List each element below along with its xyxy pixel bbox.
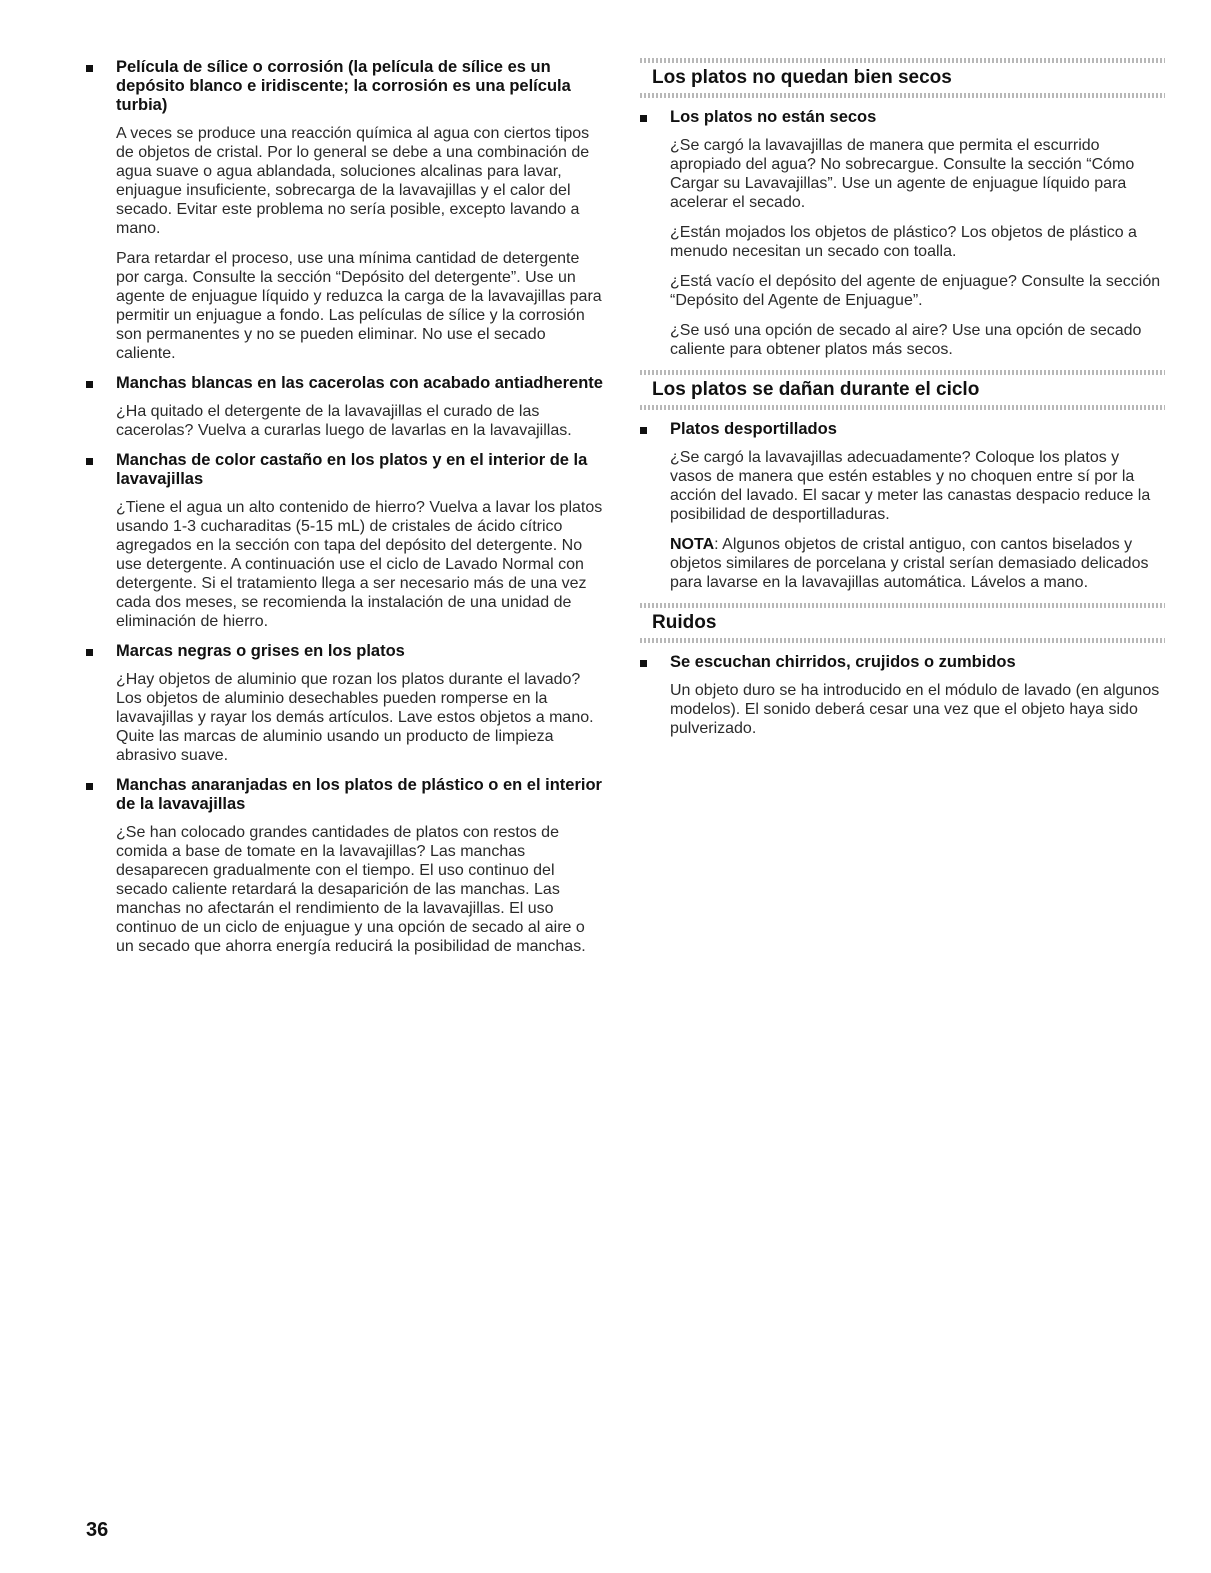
note-text: : Algunos objetos de cristal antiguo, con cantos biselados y objetos similares de porcelana y cristal serían demasiado delicados para lavarse en la lavavajillas automática. Lávelos a mano.: [670, 536, 1149, 591]
right-column: [640, 58, 1165, 749]
section-noises: [640, 603, 1165, 738]
troubleshoot-item-brown-stains: [86, 451, 606, 631]
item-title: Película de sílice o corrosión (la película de sílice es un depósito blanco e iridiscente; la corrosión es una película turbia): [116, 58, 571, 114]
section-heading: Los platos se dañan durante el ciclo: [652, 379, 980, 400]
note-label: NOTA: [670, 536, 715, 553]
troubleshoot-item-dishes-not-dry: [640, 108, 1165, 359]
section-heading: Ruidos: [652, 612, 717, 633]
item-title: Manchas blancas en las cacerolas con acabado antiadherente: [116, 374, 603, 392]
item-paragraph: ¿Hay objetos de aluminio que rozan los platos durante el lavado? Los objetos de aluminio desechables pueden romperse en la lavavajillas y rayar los demás artículos. Lave estos objetos a mano. Quite las marcas de aluminio usando un producto de limpieza abrasivo suave.: [116, 671, 594, 764]
item-paragraph: A veces se produce una reacción química al agua con ciertos tipos de objetos de cristal. Por lo general se debe a una combinación de agua suave o agua ablandada, soluciones alcalinas para lavar, enjuague insuficiente, sobrecarga de la lavavajillas y el calor del secado. Evitar este problema no sería posible, excepto lavando a mano.: [116, 125, 590, 237]
item-paragraph: ¿Están mojados los objetos de plástico? Los objetos de plástico a menudo necesitan un secado con toalla.: [670, 224, 1137, 260]
troubleshoot-item-chipped-dishes: [640, 420, 1165, 592]
square-bullet-icon: [86, 381, 93, 388]
troubleshoot-item-orange-stains: [86, 776, 606, 956]
item-paragraph: ¿Se han colocado grandes cantidades de platos con restos de comida a base de tomate en la lavavajillas? Las manchas desaparecen gradualmente con el tiempo. El uso continuo del secado caliente retardará la desaparición de las manchas. Las manchas no afectarán el rendimiento de la lavavajillas. El uso continuo de un ciclo de enjuague y una opción de secado al aire o un secado que ahorra energía reducirá la posibilidad de manchas.: [116, 824, 586, 955]
section-rule-bottom: [640, 405, 1165, 410]
item-title: Marcas negras o grises en los platos: [116, 642, 405, 660]
square-bullet-icon: [640, 115, 647, 122]
troubleshoot-item-black-marks: [86, 642, 606, 765]
section-rule-top: [640, 370, 1165, 375]
square-bullet-icon: [640, 660, 647, 667]
page-number: 36: [86, 1519, 109, 1541]
section-not-dry: [640, 58, 1165, 359]
item-paragraph: Un objeto duro se ha introducido en el módulo de lavado (en algunos modelos). El sonido deberá cesar una vez que el objeto haya sido pulverizado.: [670, 682, 1160, 737]
section-rule-top: [640, 603, 1165, 608]
item-title: Platos desportillados: [670, 420, 837, 438]
left-column: [86, 58, 606, 967]
item-title: Manchas de color castaño en los platos y en el interior de la lavavajillas: [116, 451, 588, 488]
item-paragraph: ¿Se usó una opción de secado al aire? Use una opción de secado caliente para obtener platos más secos.: [670, 322, 1142, 358]
square-bullet-icon: [86, 649, 93, 656]
troubleshoot-item-noises: [640, 653, 1165, 738]
note-paragraph: [670, 535, 1165, 592]
troubleshoot-item-white-spots: [86, 374, 606, 440]
item-title: Se escuchan chirridos, crujidos o zumbidos: [670, 653, 1016, 671]
section-rule-top: [640, 58, 1165, 63]
item-paragraph: ¿Ha quitado el detergente de la lavavajillas el curado de las cacerolas? Vuelva a curarlas luego de lavarlas en la lavavajillas.: [116, 403, 572, 439]
item-paragraph: ¿Se cargó la lavavajillas adecuadamente? Coloque los platos y vasos de manera que estén estables y no choquen entre sí por la acción del lavado. El sacar y meter las canastas despacio reduce la posibilidad de desportilladuras.: [670, 449, 1151, 523]
square-bullet-icon: [640, 427, 647, 434]
section-rule-bottom: [640, 638, 1165, 643]
item-paragraph: ¿Tiene el agua un alto contenido de hierro? Vuelva a lavar los platos usando 1-3 cucharaditas (5-15 mL) de cristales de ácido cítrico agregados en la sección con tapa del depósito del detergente. No use detergente. A continuación use el ciclo de Lavado Normal con detergente. Si el tratamiento llega a ser necesario más de una vez cada dos meses, se recomienda la instalación de una unidad de eliminación de hierro.: [116, 499, 603, 630]
section-damaged: [640, 370, 1165, 592]
item-paragraph: ¿Se cargó la lavavajillas de manera que permita el escurrido apropiado del agua? No sobrecargue. Consulte la sección “Cómo Cargar su Lavavajillas”. Use un agente de enjuague líquido para acelerar el secado.: [670, 137, 1135, 211]
item-title: Manchas anaranjadas en los platos de plástico o en el interior de la lavavajillas: [116, 776, 602, 813]
section-rule-bottom: [640, 93, 1165, 98]
square-bullet-icon: [86, 65, 93, 72]
item-paragraph: Para retardar el proceso, use una mínima cantidad de detergente por carga. Consulte la sección “Depósito del detergente”. Use un agente de enjuague líquido y reduzca la carga de la lavavajillas para permitir un enjuague a fondo. Las películas de sílice y la corrosión son permanentes y no se pueden eliminar. No use el secado caliente.: [116, 250, 602, 362]
item-paragraph: ¿Está vacío el depósito del agente de enjuague? Consulte la sección “Depósito del Agente de Enjuague”.: [670, 273, 1161, 309]
troubleshoot-item-silica-film: [86, 58, 606, 363]
square-bullet-icon: [86, 783, 93, 790]
item-title: Los platos no están secos: [670, 108, 877, 126]
square-bullet-icon: [86, 458, 93, 465]
section-heading: Los platos no quedan bien secos: [652, 67, 952, 88]
